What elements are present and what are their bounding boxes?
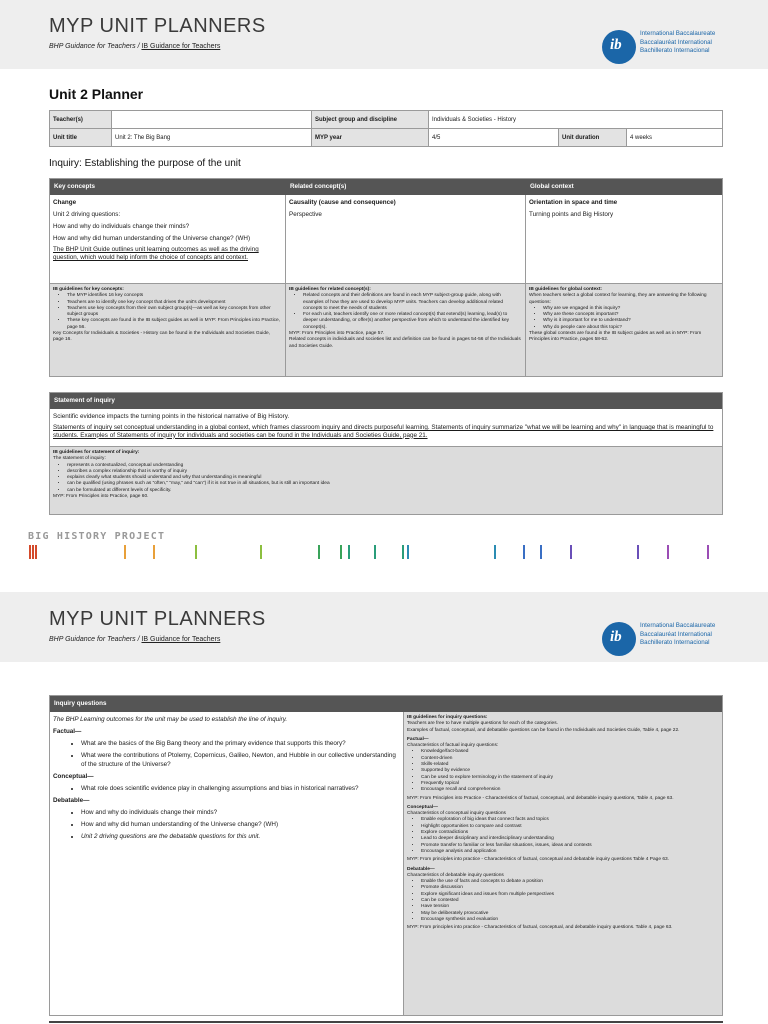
inquiry-questions-guidelines: IB guidelines for inquiry questions: Teachers are free to have multiple questions for each of the categories. Examples of factual, conceptual, and debatable questions can be found in the Individuals and Societies Guide, Table 4, page 22. Factual— Characteristics of factual inquiry questions: • Knowledge/fact-based • Content-driven • Skills-related • Supported by evidence • Can be used to explore terminology in the statement of inquiry • Frequently topical • Encourage recall and comprehension MYP: From Principles into Practice - Characteristics of factual, conceptual, and debatable inquiry questions, Table 4, page 63. Conceptual— Characteristics of conceptual inquiry questions • Enable exploration of big ideas that connect facts and topics • Highlight opportunities to compare and contrast • Explore contradictions • Lead to deeper disciplinary and interdisciplinary understanding • Promote transfer to familiar or less familiar situations, issues, ideas and contexts • Encourage analysis and application MYP: From principles into practice - Characteristics of factual, conceptual and debatable inquiry questions Table 4 Page 63. Debatable— Characteristics of debatable inquiry questions • Enable the use of facts and concepts to debate a position • Promote discussion • Explore significant ideas and issues from multiple perspectives • Can be contested • Have tension • May be deliberately provocative • Encourage synthesis and evaluation MYP: From principles into practice - Characteristics of factual, conceptual, and debatable inquiry questions. Table 4, page 63. <box>404 712 722 1015</box>
bhp-tick-mark <box>667 545 669 559</box>
key-concepts-guidelines: IB guidelines for key concepts: • The MYP identifies 16 key concepts • Teachers are to identify one key concept that drives the unit's development • Teachers use key concepts from their own subject group(s)—as well as key concepts from other subject groups • These key concepts are found in the IB subject guides as well in MYP: From Principles into Practice, page 56. Key Concepts for Individuals & Societies - History can be found in the Individuals and Societies Guide, page 16. <box>50 284 286 376</box>
related-concepts-guidelines: IB guidelines for related concept(s): • Related concepts and their definitions are found in each MYP subject-group guide, along with examples of how they are used to develop MYP units. Teachers can develop additional related concepts to meet the needs of students • For each unit, teachers identify one or more related concept(s) that extend(s) learning, lead(s) to deeper understanding, or offer(s) another perspective from which to understand the identified key concept(s). MYP: From Principles into Practice, page 57. Related concepts in individuals and societies list and definition can be found in pages 54-56 of the Individuals and Societies Guide. <box>286 284 526 376</box>
bhp-tick-mark <box>340 545 342 559</box>
inquiry-questions-cell: The BHP Learning outcomes for the unit may be used to establish the line of inquiry. Factual— • What are the basics of the Big Bang theory and the primary evidence that supports this theory? • What were the contributions of Ptolemy, Copernicus, Galileo, Newton, and Hubble in our collective understanding of the structure of the Universe? Conceptual— • What role does scientific evidence play in challenging assumptions and bias in historical narratives? Debatable— • How and why do individuals change their minds? • How and why did human understanding of the Universe change? (WH) • Unit 2 driving questions are the debatable questions for this unit. <box>50 712 404 1015</box>
bhp-tick-mark <box>407 545 409 559</box>
unit-duration-label: Unit duration <box>559 129 627 147</box>
factual-question: • What were the contributions of Ptolemy, Copernicus, Galileo, Newton, and Hubble in our collective understanding of the structure of the Universe? <box>81 751 400 769</box>
unit-title-value: Unit 2: The Big Bang <box>112 129 312 147</box>
debatable-question: • How and why did human understanding of the Universe change? (WH) <box>81 820 400 829</box>
unit-title-label: Unit title <box>50 129 112 147</box>
big-history-project-logo: BIG HISTORY PROJECT <box>28 531 166 542</box>
page-subtitle-2: BHP Guidance for Teachers / IB Guidance for Teachers <box>49 636 221 643</box>
bhp-tick-mark <box>707 545 709 559</box>
unit-duration-value: 4 weeks <box>627 129 723 147</box>
myp-year-value: 4/5 <box>429 129 559 147</box>
related-concepts-cell: Causality (cause and consequence) Perspective <box>286 195 526 283</box>
bhp-tick-mark <box>29 545 31 559</box>
related-concepts-header: Related concept(s) <box>286 179 526 195</box>
bhp-tick-mark <box>637 545 639 559</box>
page-divider <box>49 1021 723 1023</box>
bhp-tick-mark <box>570 545 572 559</box>
ib-guidance-link-2[interactable]: IB Guidance for Teachers <box>141 636 221 643</box>
global-context-guidelines: IB guidelines for global context: When teachers select a global context for learning, they are answering the following questions: • Why are we engaged in this inquiry? • Why are these concepts important? • Why is it important for me to understand? • Why do people care about this topic? These global contexts are found in the IB subject guides as well as in MYP: From Principles into Practice, pages 58-62. <box>526 284 722 376</box>
inquiry-questions-section <box>49 695 723 1016</box>
unit-guide-link[interactable]: The BHP Unit Guide outlines unit learning outcomes as well as the driving question, which would help inform the choice of concepts and context. <box>53 246 259 261</box>
page-title-2: MYP UNIT PLANNERS <box>49 608 266 630</box>
subject-value: Individuals & Societies - History <box>429 111 723 129</box>
statement-header: Statement of inquiry <box>50 393 722 409</box>
statement-section <box>49 392 723 515</box>
concepts-section <box>49 178 723 377</box>
page-subtitle: BHP Guidance for Teachers / IB Guidance for Teachers <box>49 43 221 50</box>
ib-emblem-icon: ib <box>602 30 636 64</box>
global-context-cell: Orientation in space and time Turning points and Big History <box>529 199 618 218</box>
bhp-tick-mark <box>260 545 262 559</box>
bhp-tick-mark <box>523 545 525 559</box>
ib-guidance-link[interactable]: IB Guidance for Teachers <box>141 43 221 50</box>
factual-question: • What are the basics of the Big Bang theory and the primary evidence that supports this theory? <box>81 739 400 748</box>
page-title: MYP UNIT PLANNERS <box>49 15 266 37</box>
subject-label: Subject group and discipline <box>312 111 429 129</box>
bhp-tick-mark <box>494 545 496 559</box>
bhp-tick-mark <box>153 545 155 559</box>
statement-guidelines: IB guidelines for statement of inquiry: The statement of inquiry: • represents a contextualized, conceptual understanding • describes a complex relationship that is worthy of inquiry • explains clearly what students should understand and why that understanding is meaningful • can be qualified (using phrases such as "often," "may," and "can") if it is not true in all situations, but is still an important idea • can be formulated at different levels of specificity. MYP: From Principles into Practice, page 60. <box>50 446 722 514</box>
statement-link[interactable]: Statements of inquiry set conceptual understanding in a global context, which frames classroom inquiry and directs purposeful learning. Statements of inquiry summarize "what we will be learning and why" in language that is meaningful to students. Examples of Statements of inquiry for individuals and societies can be found in the Individuals and Societies Guide, page 21. <box>53 424 714 439</box>
bhp-tick-mark <box>374 545 376 559</box>
bhp-tick-mark <box>348 545 350 559</box>
teacher-value <box>112 111 312 129</box>
unit-heading: Unit 2 Planner <box>49 86 144 102</box>
conceptual-question: • What role does scientific evidence play in challenging assumptions and bias in historical narratives? <box>81 784 400 793</box>
bhp-tick-mark <box>35 545 37 559</box>
key-concepts-header: Key concepts <box>50 179 286 195</box>
debatable-note: • Unit 2 driving questions are the debatable questions for this unit. <box>81 832 400 841</box>
debatable-question: • How and why do individuals change their minds? <box>81 808 400 817</box>
page-header-band-2 <box>0 592 768 662</box>
key-concept-title: Change <box>53 199 77 206</box>
statement-text: Scientific evidence impacts the turning points in the historical narrative of Big History. <box>53 413 290 420</box>
bhp-tick-mark <box>32 545 34 559</box>
bhp-tick-mark <box>540 545 542 559</box>
page-header-band <box>0 0 768 69</box>
teacher-label: Teacher(s) <box>50 111 112 129</box>
inquiry-heading: Inquiry: Establishing the purpose of the unit <box>49 158 241 169</box>
inquiry-questions-header: Inquiry questions <box>50 696 722 712</box>
key-concepts-cell: Change Unit 2 driving questions: How and why do individuals change their minds? How and why did human understanding of the Universe change? (WH) The BHP Unit Guide outlines unit learning outcomes as well as the driving question, which would help inform the choice of concepts and context. <box>50 195 286 283</box>
bhp-tick-mark <box>195 545 197 559</box>
ib-emblem-icon: ib <box>602 622 636 656</box>
ib-logo: ib International Baccalaureate Baccalauréat International Bachillerato Internacional <box>602 28 732 68</box>
global-context-header: Global context <box>526 179 722 195</box>
ib-logo-2: ib International Baccalaureate Baccalauréat International Bachillerato Internacional <box>602 620 732 660</box>
unit-info-table <box>49 110 723 147</box>
bhp-tick-mark <box>318 545 320 559</box>
myp-year-label: MYP year <box>312 129 429 147</box>
bhp-tick-mark <box>124 545 126 559</box>
bhp-tick-mark <box>402 545 404 559</box>
